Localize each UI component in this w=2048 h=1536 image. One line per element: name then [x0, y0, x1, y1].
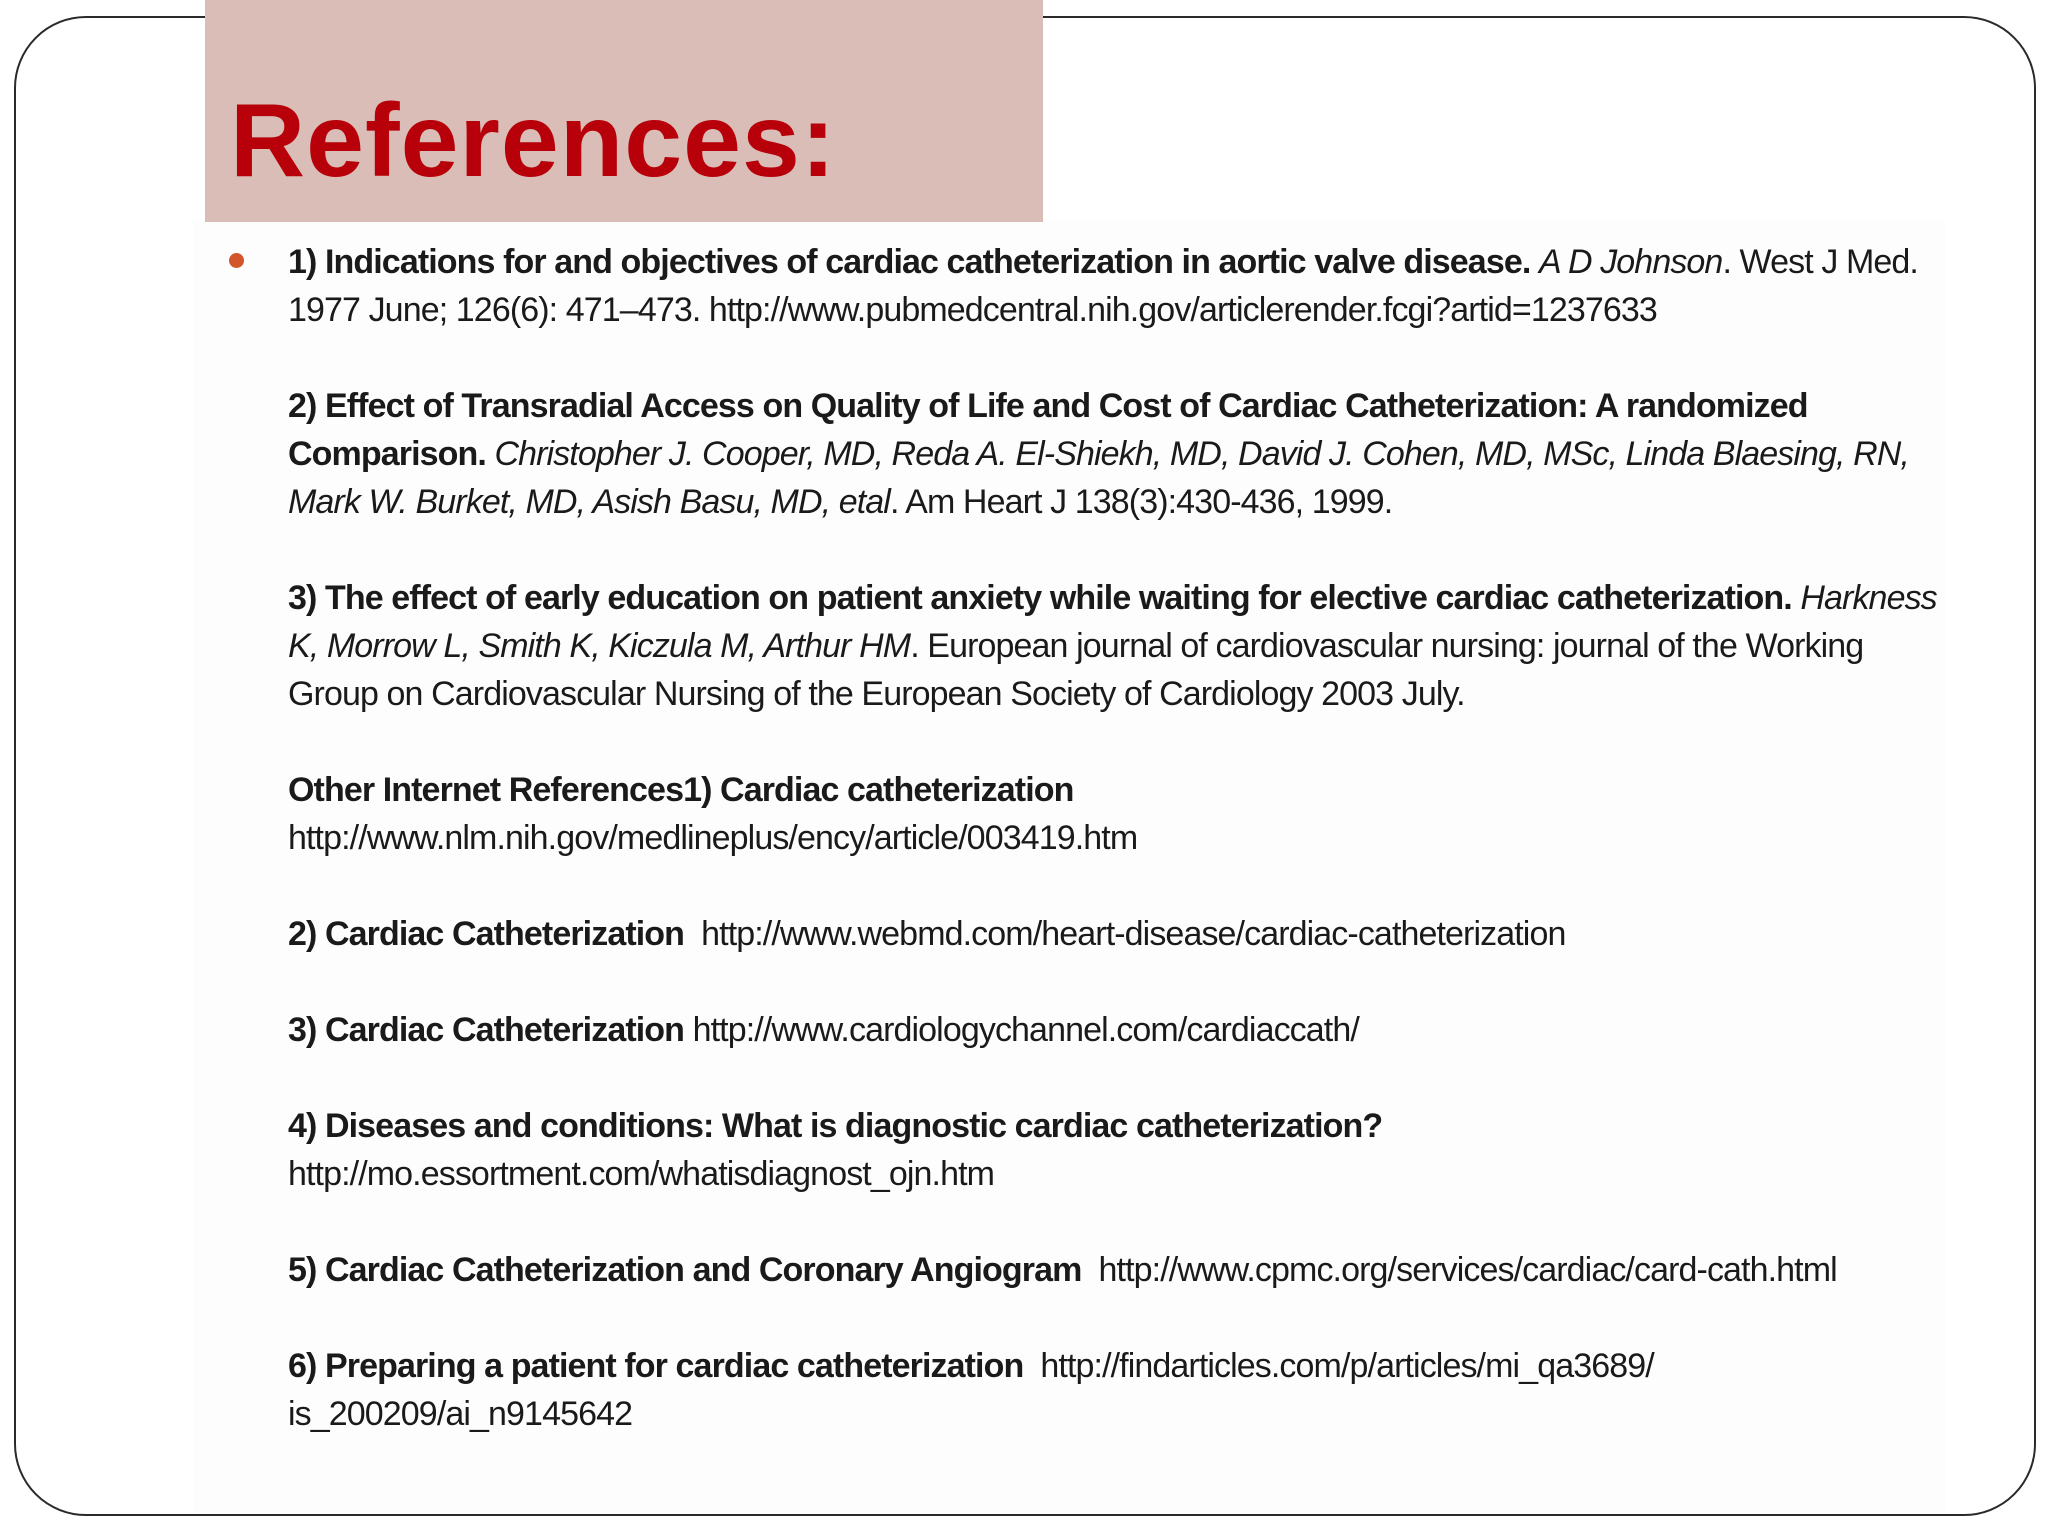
bullet-icon — [229, 253, 244, 268]
internet-reference-url[interactable]: http://findarticles.com/p/articles/mi_qa3689/ is_200209/ai_n9145642 — [288, 1347, 1654, 1433]
internet-reference-title: Other Internet References1) Cardiac catheterization — [288, 771, 1074, 809]
internet-reference-title: 4) Diseases and conditions: What is diagnostic cardiac catheterization? — [288, 1107, 1383, 1145]
internet-reference-title: 5) Cardiac Catheterization and Coronary Angiogram — [288, 1251, 1082, 1289]
reference-title: 1) Indications for and objectives of cardiac catheterization in aortic valve disease. — [288, 243, 1531, 281]
reference-item — [288, 382, 1938, 526]
reference-authors: A D Johnson — [1538, 243, 1723, 281]
reference-source: . Am Heart J 138(3):430-436, 1999. — [889, 483, 1393, 521]
reference-item — [288, 574, 1938, 718]
internet-reference-item — [288, 1246, 1938, 1294]
reference-authors: Christopher J. Cooper, MD, Reda A. El-Shiekh, MD, David J. Cohen, MD, MSc, Linda Blaesing, RN, Mark W. Burket, MD, Asish Basu, MD, etal — [288, 435, 1909, 521]
internet-reference-title: 3) Cardiac Catheterization — [288, 1011, 685, 1049]
internet-reference-url[interactable]: http://mo.essortment.com/whatisdiagnost_ojn.htm — [288, 1155, 995, 1193]
internet-reference-url[interactable]: http://www.cardiologychannel.com/cardiaccath/ — [692, 1011, 1359, 1049]
internet-reference-item — [288, 910, 1938, 958]
internet-reference-item — [288, 1006, 1938, 1054]
reference-source: . European journal of cardiovascular nursing: journal of the Working Group on Cardiovascular Nursing of the European Society of Cardiology 2003 July. — [288, 627, 1864, 713]
internet-reference-title: 2) Cardiac Catheterization — [288, 915, 685, 953]
reference-title: 3) The effect of early education on patient anxiety while waiting for elective cardiac catheterization. — [288, 579, 1792, 617]
internet-reference-item — [288, 1342, 1938, 1438]
internet-reference-item — [288, 1102, 1938, 1198]
internet-reference-url[interactable]: http://www.nlm.nih.gov/medlineplus/ency/article/003419.htm — [288, 819, 1138, 857]
page-title: References: — [230, 83, 837, 199]
reference-item — [288, 238, 1938, 334]
reference-title: 2) Effect of Transradial Access on Quality of Life and Cost of Cardiac Catheterization: A randomized Comparison. — [288, 387, 1808, 473]
internet-reference-url[interactable]: http://www.cpmc.org/services/cardiac/card-cath.html — [1098, 1251, 1837, 1289]
internet-reference-item — [288, 766, 1938, 862]
reference-authors: Harkness K, Morrow L, Smith K, Kiczula M, Arthur HM — [288, 579, 1937, 665]
references-list — [288, 238, 1938, 1438]
reference-source: . West J Med. 1977 June; 126(6): 471–473. http://www.pubmedcentral.nih.gov/articlerender.fcgi?artid=1237633 — [288, 243, 1918, 329]
internet-reference-title: 6) Preparing a patient for cardiac catheterization — [288, 1347, 1024, 1385]
internet-reference-url[interactable]: http://www.webmd.com/heart-disease/cardiac-catheterization — [701, 915, 1566, 953]
